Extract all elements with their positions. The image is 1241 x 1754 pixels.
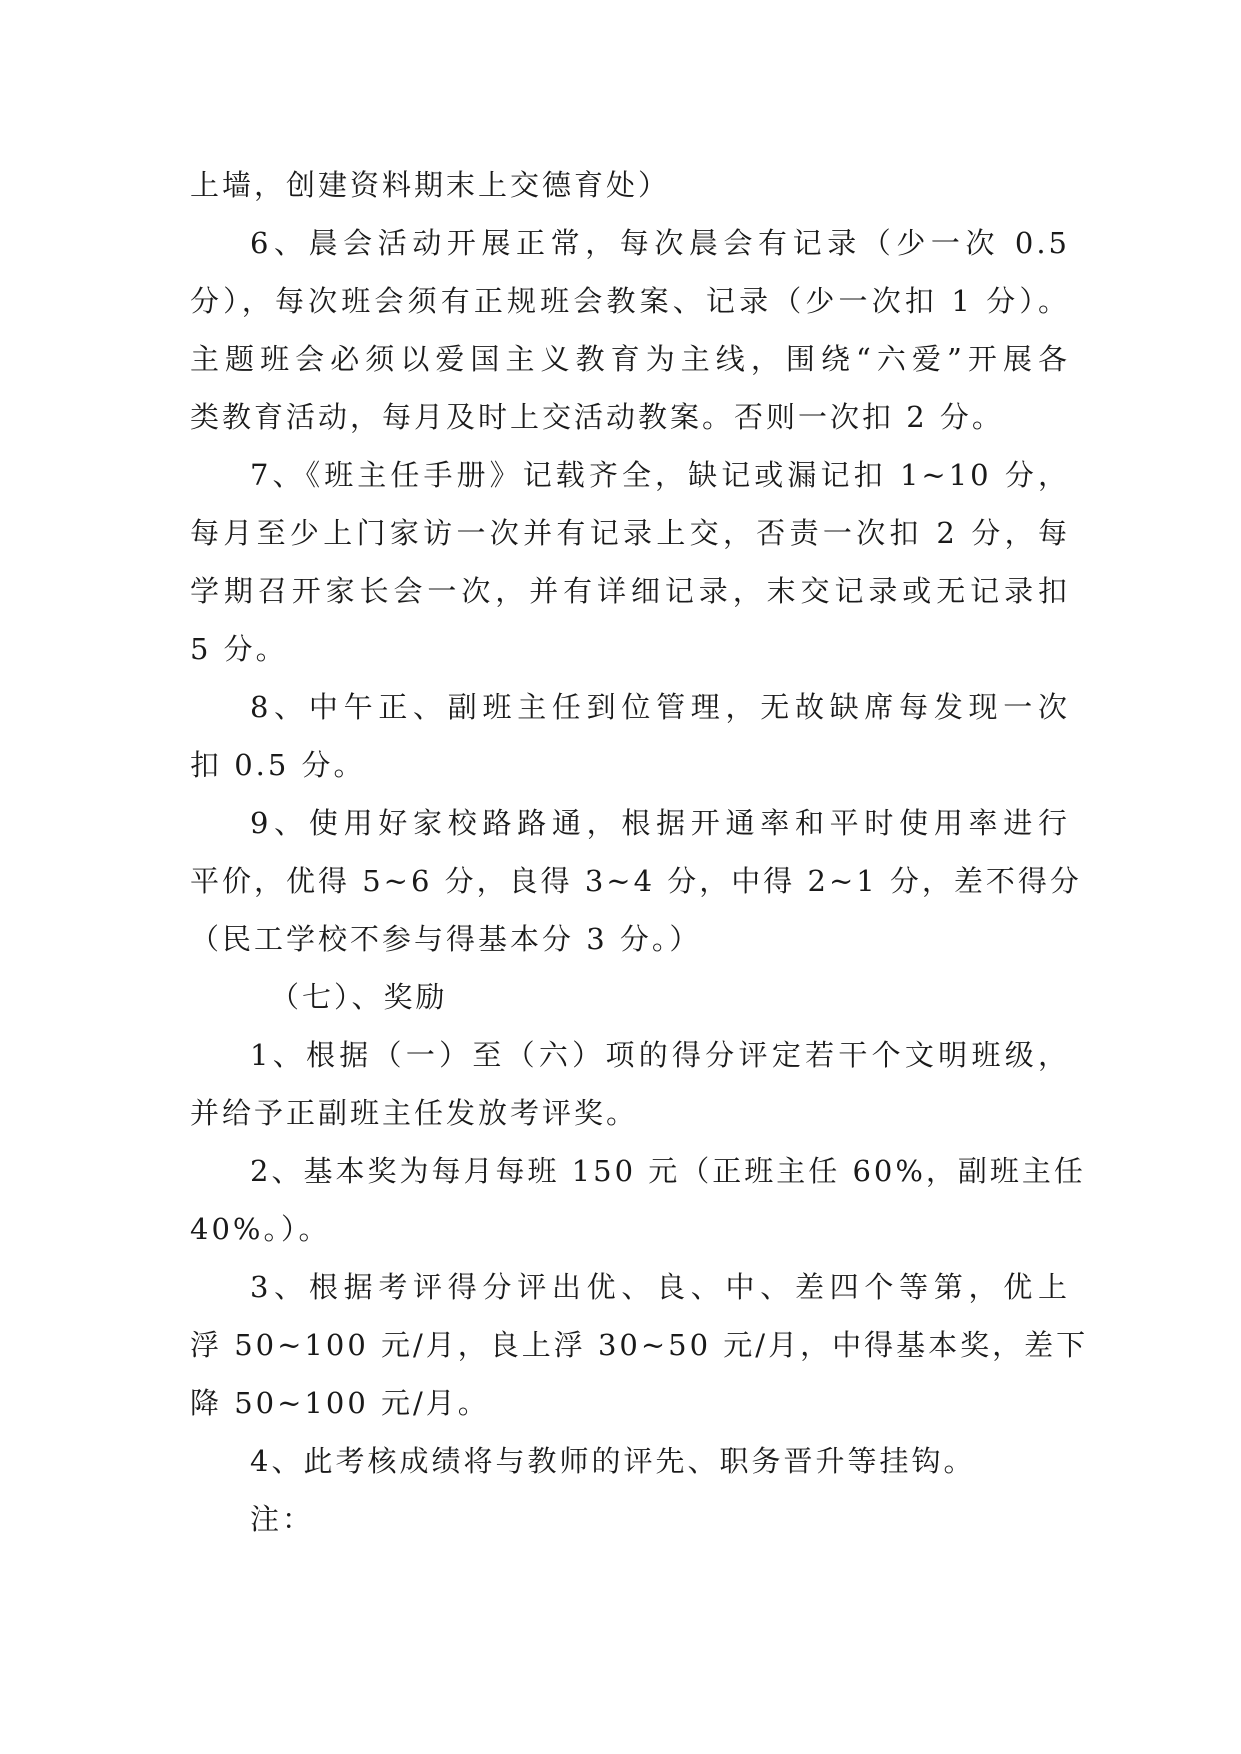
document-body bbox=[190, 156, 1089, 1548]
paragraph-line: 学期召开家长会一次，并有详细记录，末交记录或无记录扣 bbox=[190, 574, 1070, 608]
section-heading: （七）、奖励 bbox=[270, 980, 448, 1014]
paragraph-line: 每月至少上门家访一次并有记录上交，否责一次扣 2 分，每 bbox=[190, 516, 1070, 550]
paragraph-line: 平价，优得 5~6 分，良得 3~4 分，中得 2~1 分，差不得分 bbox=[190, 864, 1082, 898]
paragraph-line: 4、此考核成绩将与教师的评先、职务晋升等挂钩。 bbox=[250, 1444, 976, 1478]
paragraph-line: 9、使用好家校路路通，根据开通率和平时使用率进行 bbox=[250, 806, 1070, 840]
paragraph-line: 7、《班主任手册》记载齐全，缺记或漏记扣 1~10 分， bbox=[250, 458, 1070, 492]
paragraph-line: 浮 50~100 元/月，良上浮 30~50 元/月，中得基本奖，差下 bbox=[190, 1328, 1089, 1362]
paragraph-line: 扣 0.5 分。 bbox=[190, 748, 366, 782]
paragraph-line: 分），每次班会须有正规班会教案、记录（少一次扣 1 分）。 bbox=[190, 284, 1070, 318]
paragraph-line: 2、基本奖为每月每班 150 元（正班主任 60%，副班主任 bbox=[250, 1154, 1086, 1188]
paragraph-line: 3、根据考评得分评出优、良、中、差四个等第，优上 bbox=[250, 1270, 1070, 1304]
paragraph-line: 5 分。 bbox=[190, 632, 288, 666]
paragraph-line: 8、中午正、副班主任到位管理，无故缺席每发现一次 bbox=[250, 690, 1070, 724]
paragraph-line: 主题班会必须以爱国主义教育为主线，围绕“六爱”开展各 bbox=[190, 342, 1070, 376]
paragraph-line: 降 50~100 元/月。 bbox=[190, 1386, 490, 1420]
paragraph-line: 上墙，创建资料期末上交德育处） bbox=[190, 168, 671, 202]
paragraph-line: 类教育活动，每月及时上交活动教案。否则一次扣 2 分。 bbox=[190, 400, 1004, 434]
note-label: 注： bbox=[250, 1502, 315, 1536]
paragraph-line: 40%。）。 bbox=[190, 1212, 331, 1246]
paragraph-line: （民工学校不参与得基本分 3 分。） bbox=[190, 922, 702, 956]
paragraph-line: 并给予正副班主任发放考评奖。 bbox=[190, 1096, 639, 1130]
paragraph-line: 6、晨会活动开展正常，每次晨会有记录（少一次 0.5 bbox=[250, 226, 1070, 260]
paragraph-line: 1、根据（一）至（六）项的得分评定若干个文明班级， bbox=[250, 1038, 1070, 1072]
